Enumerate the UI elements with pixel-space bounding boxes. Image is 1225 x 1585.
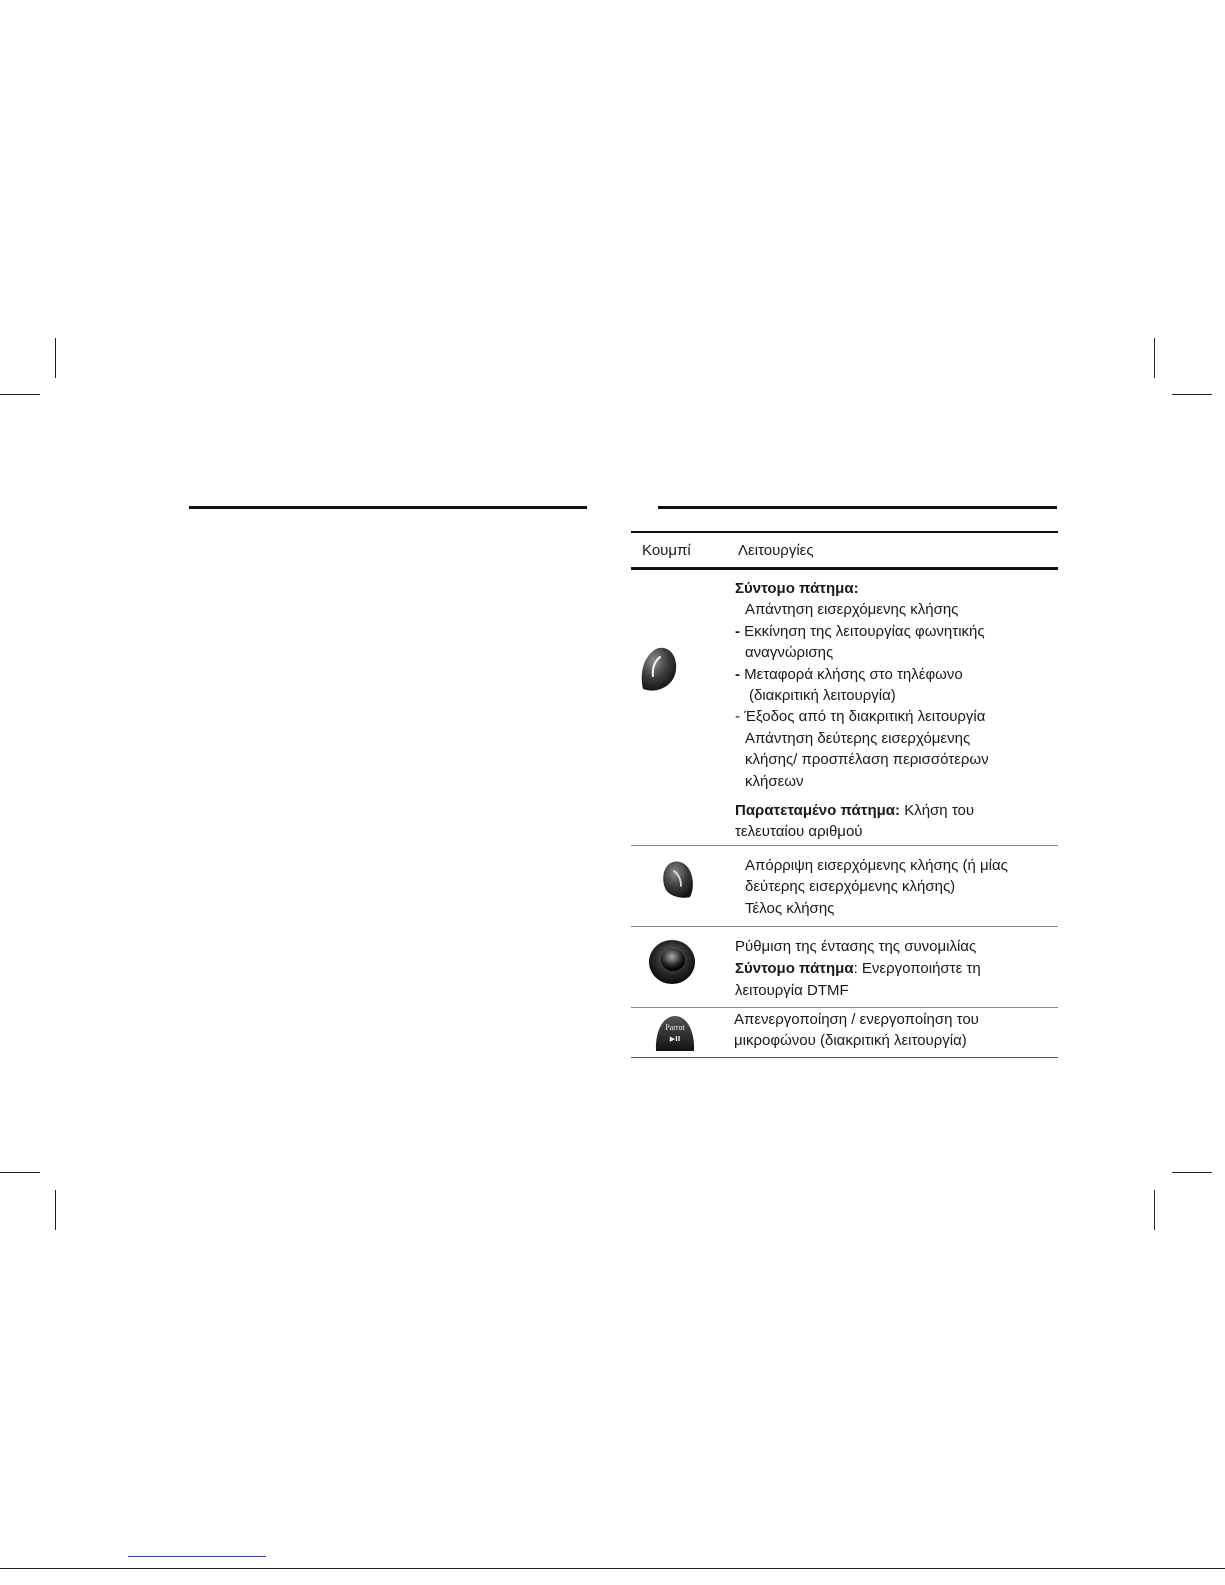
column-header-functions: Λειτουργίες xyxy=(738,542,814,559)
table-row xyxy=(631,570,1058,846)
table-row xyxy=(631,927,1058,1008)
column-header-button: Κουμπί xyxy=(642,542,691,559)
crop-mark xyxy=(1154,1190,1155,1230)
hangup-button-functions xyxy=(735,855,1058,919)
call-button-icon xyxy=(639,646,679,692)
list-item: Τέλος κλήσης xyxy=(745,899,835,917)
list-item: - Μεταφορά κλήσης στο τηλέφωνο xyxy=(735,665,963,683)
list-item: δεύτερης εισερχόμενης κλήσης) xyxy=(745,878,956,896)
crop-mark xyxy=(55,1190,56,1230)
table-row xyxy=(631,846,1058,927)
jog-wheel-icon xyxy=(648,939,696,985)
long-press-line: τελευταίου αριθμού xyxy=(735,823,863,841)
list-item: λειτουργία DTMF xyxy=(735,981,849,999)
crop-mark xyxy=(1172,1172,1212,1173)
list-item: Απάντηση δεύτερης εισερχόμενης xyxy=(745,729,971,747)
left-header-rule xyxy=(189,506,587,509)
table-row xyxy=(631,1008,1058,1058)
call-button-functions xyxy=(735,578,1058,843)
list-item: - Εκκίνηση της λειτουργίας φωνητικής xyxy=(735,622,985,640)
list-item: (διακριτική λειτουργία) xyxy=(749,687,896,705)
list-item: αναγνώρισης xyxy=(745,644,834,662)
list-item: Απάντηση εισερχόμενης κλήσης xyxy=(745,601,959,619)
jog-wheel-functions xyxy=(735,936,1058,1001)
crop-mark xyxy=(1154,338,1155,378)
play-pause-symbol: ▶II xyxy=(669,1035,681,1043)
footer-rule xyxy=(0,1568,1225,1569)
crop-mark xyxy=(0,394,40,395)
list-item: Ρύθμιση της έντασης της συνομιλίας xyxy=(735,938,977,955)
crop-mark xyxy=(0,1172,40,1173)
parrot-button-functions xyxy=(734,1009,1058,1052)
right-header-rule xyxy=(658,506,1057,509)
crop-mark xyxy=(55,338,56,378)
button-functions-table xyxy=(631,531,1058,1058)
crop-mark xyxy=(1172,394,1212,395)
list-item: μικροφώνου (διακριτική λειτουργία) xyxy=(734,1032,967,1050)
parrot-play-pause-button-icon xyxy=(654,1013,696,1053)
list-item: Απόρριψη εισερχόμενης κλήσης (ή μίας xyxy=(745,857,1008,874)
bottom-underline xyxy=(128,1556,266,1557)
table-header xyxy=(631,531,1058,570)
parrot-logo-text: Parrot xyxy=(665,1023,685,1032)
list-item: Απενεργοποίηση / ενεργοποίηση του xyxy=(734,1011,979,1028)
short-press-line: Σύντομο πάτημα: Ενεργοποιήστε τη xyxy=(735,960,981,978)
long-press-line: Παρατεταμένο πάτημα: Κλήση του xyxy=(735,802,975,820)
list-item: κλήσης/ προσπέλαση περισσότερων xyxy=(745,751,989,769)
list-item: κλήσεων xyxy=(745,772,804,790)
short-press-label: Σύντομο πάτημα: xyxy=(735,580,859,597)
list-item: - Έξοδος από τη διακριτική λειτουργία xyxy=(735,708,986,726)
hangup-button-icon xyxy=(662,859,694,899)
